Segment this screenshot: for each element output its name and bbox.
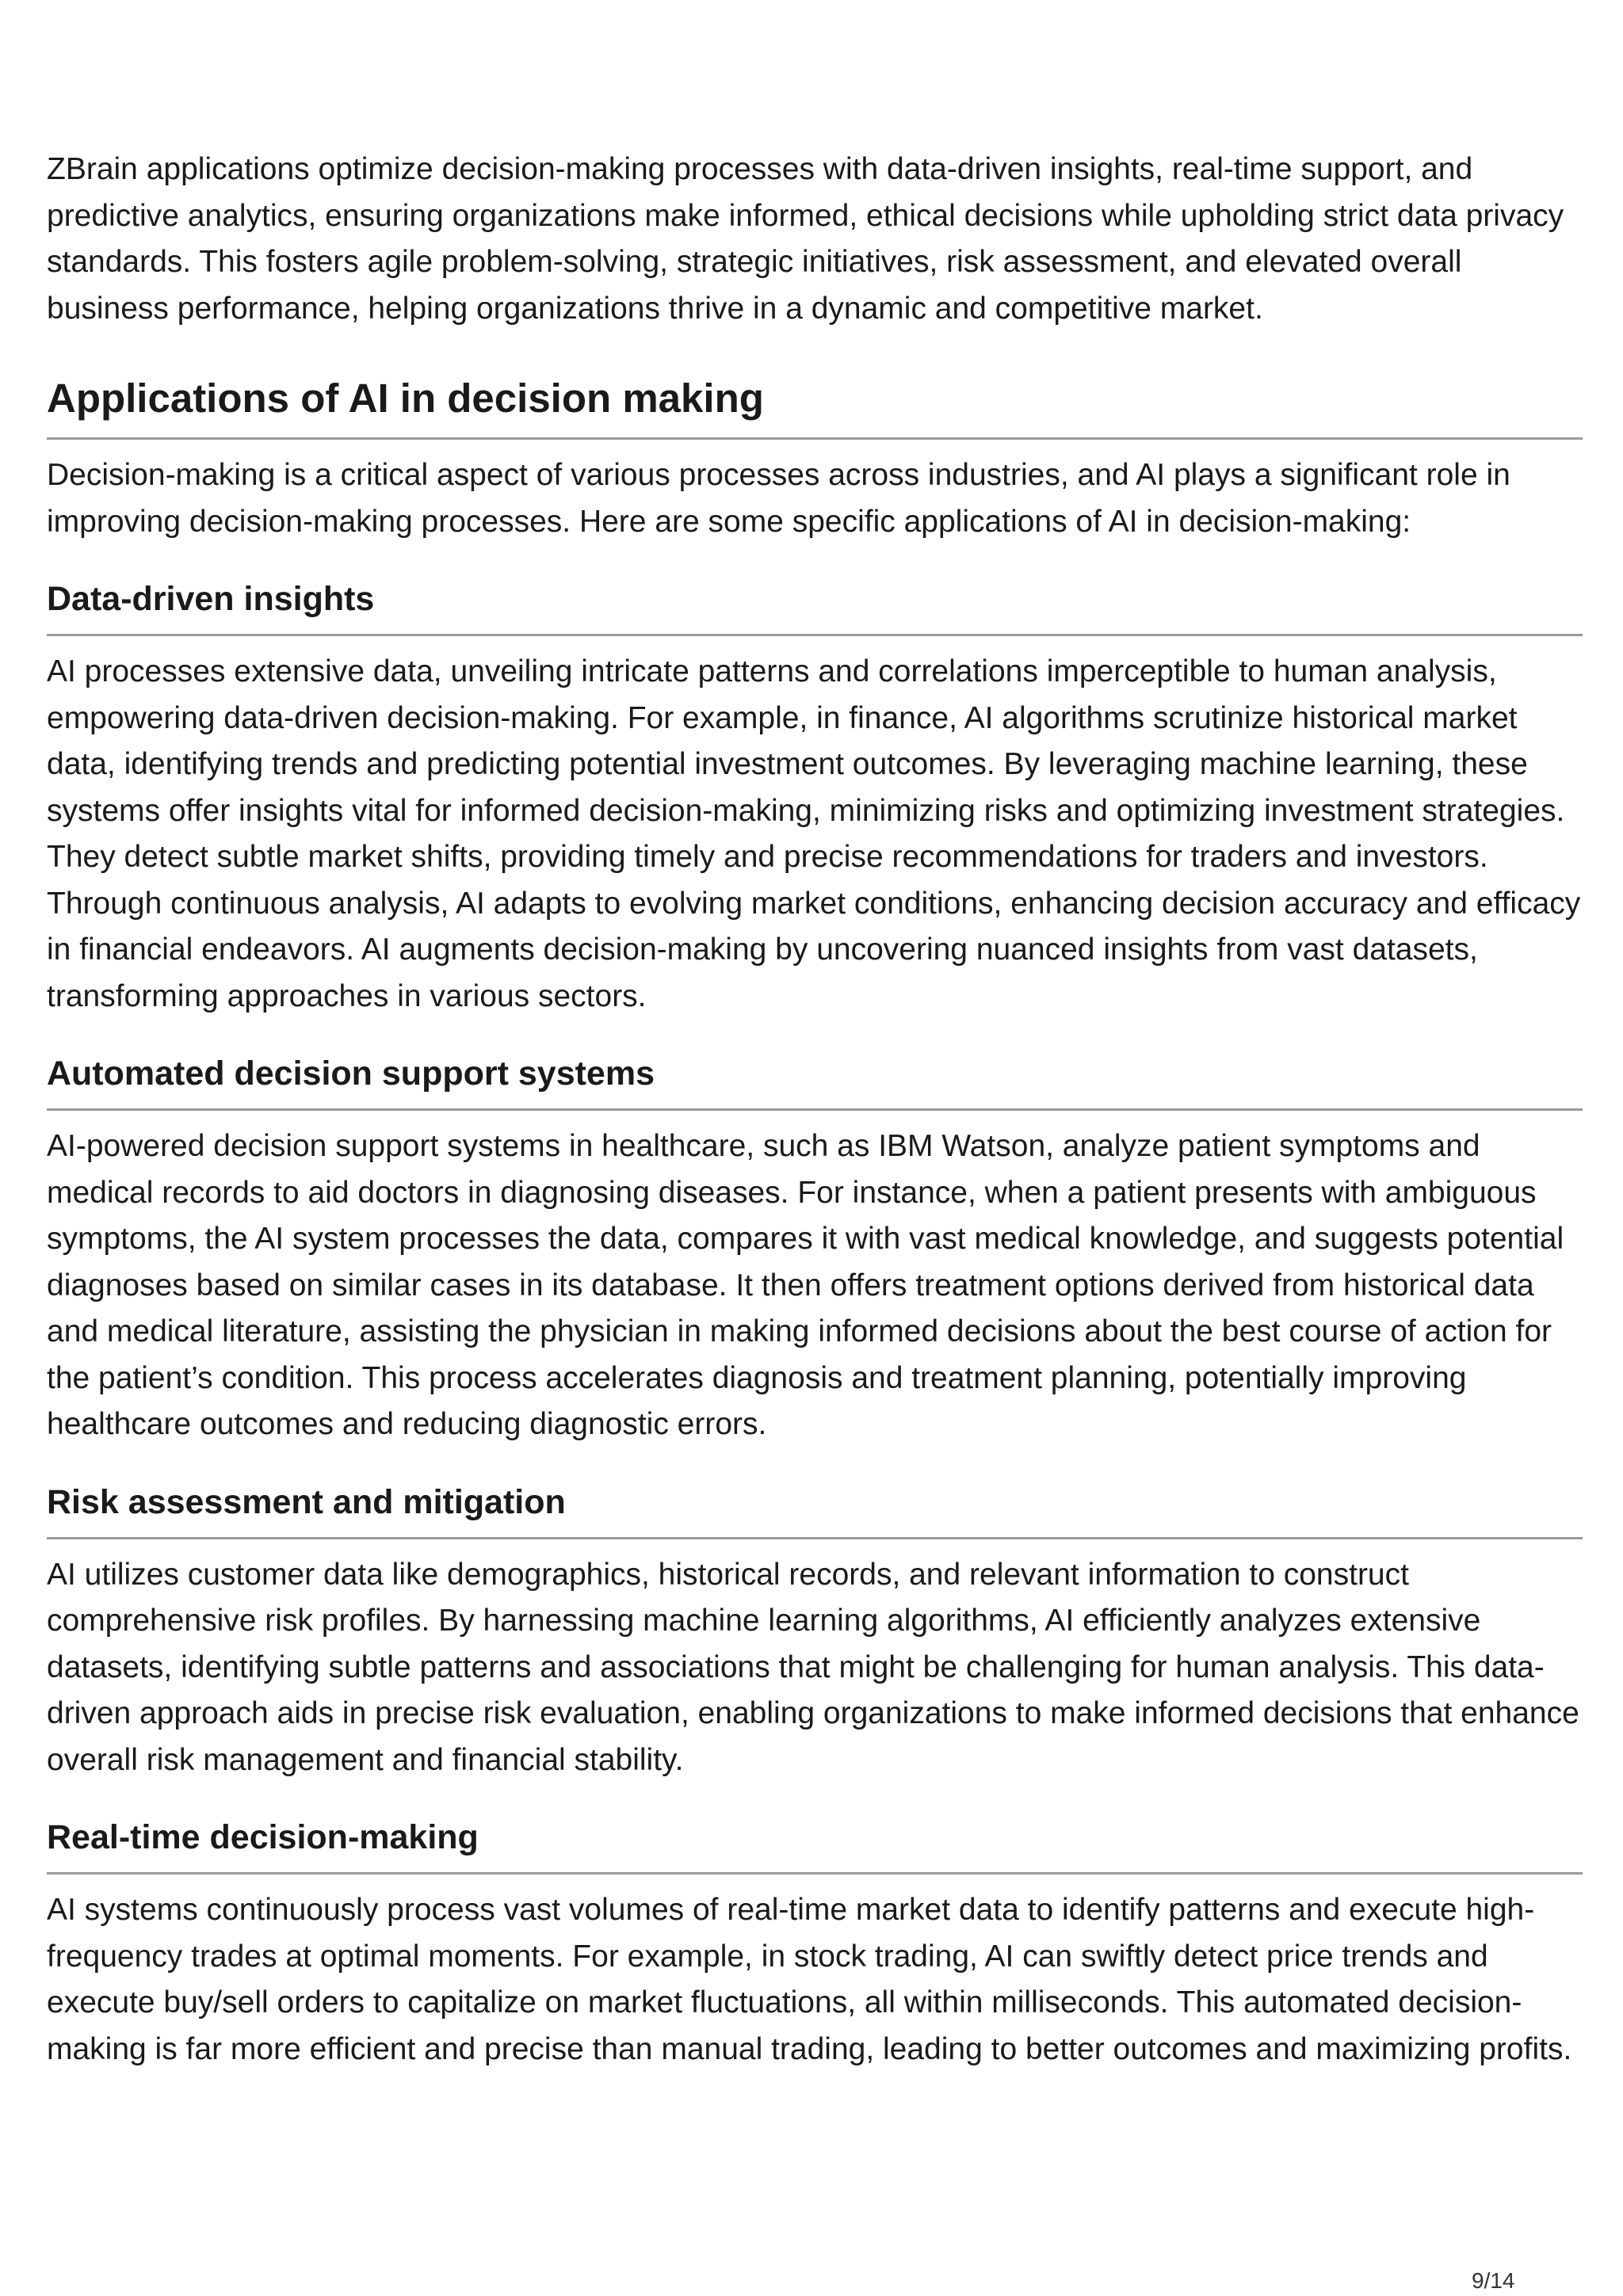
- subsection-paragraph-data-driven-insights: AI processes extensive data, unveiling intricate patterns and correlations imperceptible to human analysis, empowering data-driven decision-making. For example, in finance, AI algorithms scrutinize historical market data, identifying trends and predicting potential investment outcomes. By leveraging machine learning, these systems offer insights vital for informed decision-making, minimizing risks and optimizing investment strategies. They detect subtle market shifts, providing timely and precise recommendations for traders and investors. Through continuous analysis, AI adapts to evolving market conditions, enhancing decision accuracy and efficacy in financial endeavors. AI augments decision-making by uncovering nuanced insights from vast datasets, transforming approaches in various sectors.: [47, 654, 1581, 1013]
- document-page: [47, 147, 1583, 2073]
- section-intro-paragraph: Decision-making is a critical aspect of various processes across industries, and AI plays a significant role in improving decision-making processes. Here are some specific applications of AI in decision-making:: [47, 458, 1510, 539]
- subsection-paragraph-real-time-decision-making: AI systems continuously process vast volumes of real-time market data to identify patterns and execute high-frequency trades at optimal moments. For example, in stock trading, AI can swiftly detect price trends and execute buy/sell orders to capitalize on market fluctuations, all within milliseconds. This automated decision-making is far more efficient and precise than manual trading, leading to better outcomes and maximizing profits.: [47, 1893, 1572, 2066]
- intro-paragraph: ZBrain applications optimize decision-making processes with data-driven insights, real-time support, and predictive analytics, ensuring organizations make informed, ethical decisions while upholding strict data privacy standards. This fosters agile problem-solving, strategic initiatives, risk assessment, and elevated overall business performance, helping organizations thrive in a dynamic and competitive market.: [47, 152, 1564, 326]
- subsection-heading-automated-decision-support: Automated decision support systems: [47, 1055, 655, 1093]
- subsection-paragraph-automated-decision-support: AI-powered decision support systems in healthcare, such as IBM Watson, analyze patient symptoms and medical records to aid doctors in diagnosing diseases. For instance, when a patient presents with ambiguous symptoms, the AI system processes the data, compares it with vast medical knowledge, and suggests potential diagnoses based on similar cases in its database. It then offers treatment options derived from historical data and medical literature, assisting the physician in making informed decisions about the best course of action for the patient’s condition. This process accelerates diagnosis and treatment planning, potentially improving healthcare outcomes and reducing diagnostic errors.: [47, 1129, 1564, 1441]
- subsection-paragraph-risk-assessment: AI utilizes customer data like demographics, historical records, and relevant information to construct comprehensive risk profiles. By harnessing machine learning algorithms, AI efficiently analyzes extensive datasets, identifying subtle patterns and associations that might be challenging for human analysis. This data-driven approach aids in precise risk evaluation, enabling organizations to make informed decisions that enhance overall risk management and financial stability.: [47, 1557, 1579, 1777]
- section-heading: Applications of AI in decision making: [47, 376, 764, 421]
- subsection-heading-data-driven-insights: Data-driven insights: [47, 580, 375, 618]
- subsection-heading-real-time-decision-making: Real-time decision-making: [47, 1818, 479, 1856]
- subsection-heading-risk-assessment: Risk assessment and mitigation: [47, 1482, 566, 1521]
- page-number: 9/14: [1472, 2268, 1515, 2293]
